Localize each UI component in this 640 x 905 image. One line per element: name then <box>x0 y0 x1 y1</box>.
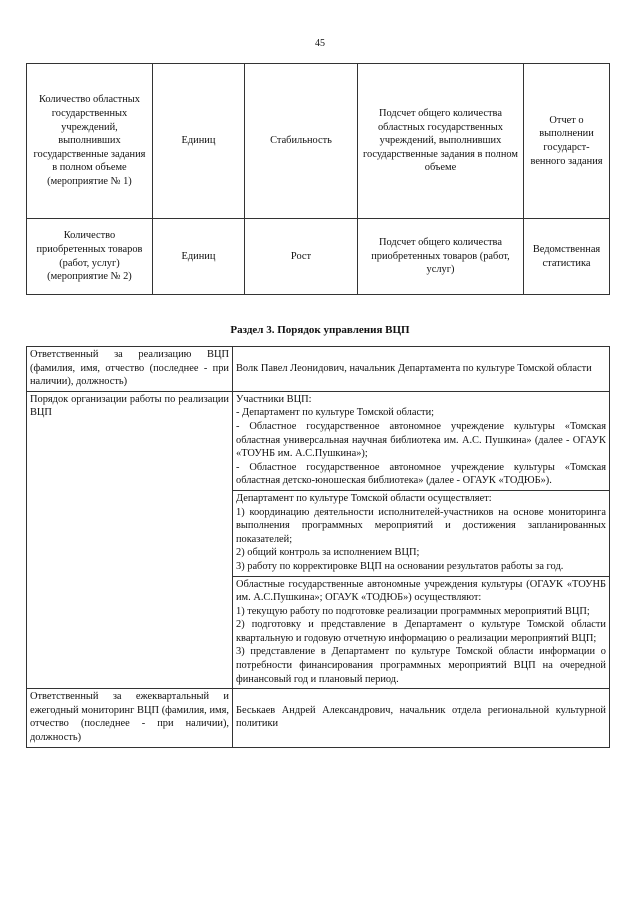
participants-cell <box>233 391 610 490</box>
indicator-source: Ведомственная статистика <box>524 219 610 295</box>
institutions-title: Областные государственные автономные учреждения культуры (ОГАУК «ТОУНБ им. А.С.Пушкина»; ОГАУК «ТОДЮБ») осуществляют: <box>236 578 606 604</box>
indicator-unit: Единиц <box>152 64 244 219</box>
page-number: 45 <box>315 38 325 49</box>
table-row <box>27 347 610 392</box>
department-title: Департамент по культуре Томской области осуществляет: <box>236 492 492 504</box>
list-item: 1) координацию деятельности исполнителей-участников на основе мониторинга выполнения программных мероприятий и достижения запланированных показателей; <box>236 506 606 545</box>
management-table <box>26 346 610 748</box>
indicator-trend: Рост <box>245 219 358 295</box>
section-title: Раздел 3. Порядок управления ВЦП <box>230 324 410 336</box>
list-item: 3) работу по корректировке ВЦП на основании результатов работы за год. <box>236 560 564 572</box>
monitoring-value: Беськаев Андрей Александрович, начальник отдела региональной культурной политики <box>233 689 610 747</box>
table-row <box>27 219 610 295</box>
procedure-label: Порядок организации работы по реализации ВЦП <box>27 391 233 688</box>
indicator-name: Количество приобретенных товаров (работ, услуг) (мероприятие № 2) <box>27 219 153 295</box>
indicator-source: Отчет о выполнении государст-венного задания <box>524 64 610 219</box>
monitoring-label: Ответственный за ежеквартальный и ежегодный мониторинг ВЦП (фамилия, имя, отчество (последнее - при наличии), должность) <box>27 689 233 747</box>
responsible-label: Ответственный за реализацию ВЦП (фамилия, имя, отчество (последнее - при наличии), должность) <box>27 347 233 392</box>
indicators-table <box>26 63 610 295</box>
table-row <box>27 64 610 219</box>
institutions-cell <box>233 576 610 689</box>
department-cell <box>233 490 610 576</box>
list-item: 1) текущую работу по подготовке реализации программных мероприятий ВЦП; <box>236 605 590 617</box>
table-row <box>27 689 610 747</box>
list-item: 3) представление в Департамент по культуре Томской области информации о потребности финансирования программных мероприятий ВЦП на очередной финансовый год и плановый период. <box>236 646 606 685</box>
participants-title: Участники ВЦП: <box>236 393 312 405</box>
list-item: - Областное государственное автономное учреждение культуры «Томская областная универсальная научная библиотека им. А.С. Пушкина» (далее - ОГАУК «ТОУНБ им. А.С.Пушкина»); <box>236 420 606 460</box>
table-row <box>27 391 610 490</box>
list-item: 2) общий контроль за исполнением ВЦП; <box>236 547 420 559</box>
indicator-trend: Стабильность <box>245 64 358 219</box>
indicator-name: Количество областных государственных учреждений, выполнивших государственные задания в полном объеме (мероприятие № 1) <box>27 64 153 219</box>
indicator-method: Подсчет общего количества приобретенных товаров (работ, услуг) <box>357 219 523 295</box>
list-item: 2) подготовку и представление в Департамент о культуре Томской области квартальную и годовую отчетную информацию о реализации мероприятий ВЦП; <box>236 619 606 644</box>
indicator-unit: Единиц <box>152 219 244 295</box>
list-item: - Департамент по культуре Томской области; <box>236 407 435 419</box>
list-item: - Областное государственное автономное учреждение культуры «Томская областная детско-юношеская библиотека» (далее - ОГАУК «ТОДЮБ»). <box>236 461 606 487</box>
responsible-value: Волк Павел Леонидович, начальник Департамента по культуре Томской области <box>233 347 610 392</box>
indicator-method: Подсчет общего количества областных государственных учреждений, выполнивших государственные задания в полном объеме <box>357 64 523 219</box>
